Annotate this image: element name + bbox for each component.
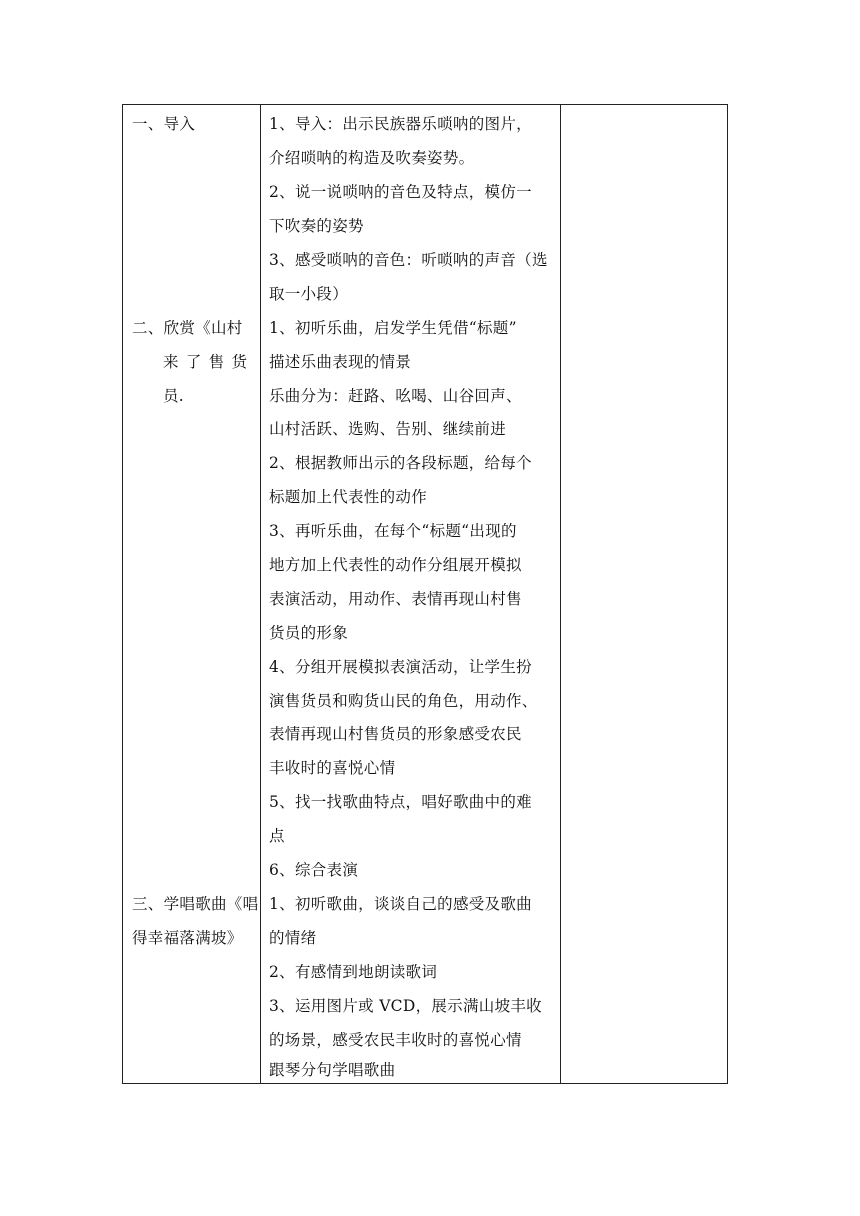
content-line: 山村活跃、选购、告别、继续前进 bbox=[269, 420, 507, 438]
column-divider bbox=[560, 105, 561, 1083]
content-line: 3、运用图片或 VCD，展示满山坡丰收 bbox=[269, 997, 542, 1015]
content-line: 的场景，感受农民丰收时的喜悦心情 bbox=[269, 1031, 522, 1049]
section-title-appreciation-cont: 员. bbox=[163, 387, 185, 405]
content-line: 2、根据教师出示的各段标题，给每个 bbox=[269, 454, 532, 472]
content-line: 介绍唢呐的构造及吹奏姿势。 bbox=[269, 149, 475, 167]
content-line: 4、分组开展模拟表演活动，让学生扮 bbox=[269, 658, 532, 676]
section-title-singing: 三、学唱歌曲《唱 bbox=[132, 895, 259, 913]
content-line: 2、有感情到地朗读歌词 bbox=[269, 963, 438, 981]
content-line: 3、再听乐曲，在每个“标题“出现的 bbox=[269, 522, 517, 540]
content-line: 乐曲分为：赶路、吆喝、山谷回声、 bbox=[269, 387, 522, 405]
content-line: 6、综合表演 bbox=[269, 861, 359, 879]
content-line: 3、感受唢呐的音色：听唢呐的声音（选 bbox=[269, 251, 548, 269]
content-line: 货员的形象 bbox=[269, 624, 349, 642]
section-title-singing-cont: 得幸福落满坡》 bbox=[132, 929, 243, 947]
content-line: 表演活动，用动作、表情再现山村售 bbox=[269, 590, 522, 608]
column-divider bbox=[260, 105, 261, 1083]
content-line: 5、找一找歌曲特点，唱好歌曲中的难 bbox=[269, 793, 532, 811]
content-line: 1、初听乐曲，启发学生凭借“标题” bbox=[269, 319, 517, 337]
section-title-appreciation: 二、欣赏《山村 bbox=[132, 319, 243, 337]
content-line: 点 bbox=[269, 827, 285, 845]
content-line: 标题加上代表性的动作 bbox=[269, 488, 428, 506]
content-line: 描述乐曲表现的情景 bbox=[269, 353, 412, 371]
content-line: 丰收时的喜悦心情 bbox=[269, 759, 396, 777]
content-line: 表情再现山村售货员的形象感受农民 bbox=[269, 725, 522, 743]
section-title-intro: 一、导入 bbox=[132, 115, 196, 133]
content-line: 跟琴分句学唱歌曲 bbox=[269, 1061, 396, 1079]
content-line: 1、初听歌曲，谈谈自己的感受及歌曲 bbox=[269, 895, 532, 913]
content-line: 演售货员和购货山民的角色，用动作、 bbox=[269, 692, 538, 710]
content-line: 的情绪 bbox=[269, 929, 317, 947]
section-title-appreciation-cont: 来 了 售 货 bbox=[163, 353, 249, 371]
content-line: 地方加上代表性的动作分组展开模拟 bbox=[269, 556, 522, 574]
content-line: 1、导入：出示民族器乐唢呐的图片， bbox=[269, 115, 532, 133]
content-line: 2、说一说唢呐的音色及特点，模仿一 bbox=[269, 183, 532, 201]
content-line: 下吹奏的姿势 bbox=[269, 217, 364, 235]
content-line: 取一小段） bbox=[269, 285, 349, 303]
